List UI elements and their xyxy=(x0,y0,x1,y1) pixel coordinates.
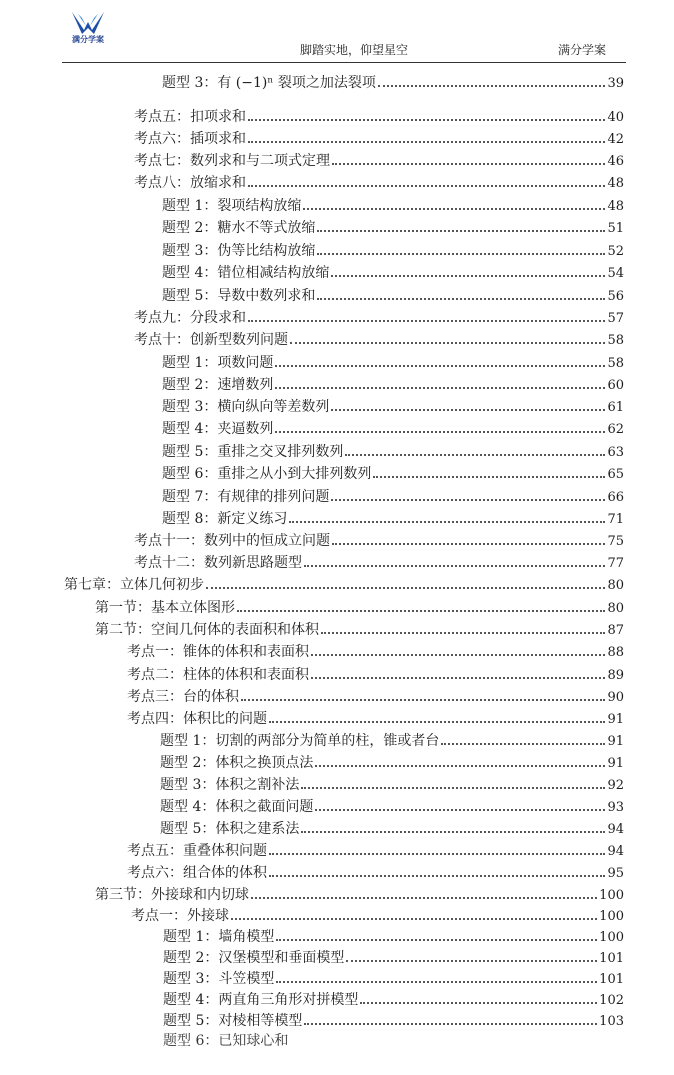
toc-entry-label: 题型 5：导数中数列求和 xyxy=(162,288,316,304)
header-motto: 脚踏实地，仰望星空 xyxy=(300,43,409,57)
toc-entry[interactable] xyxy=(134,129,624,149)
toc-leader xyxy=(315,753,605,767)
toc-leader xyxy=(373,464,605,478)
toc-entry[interactable] xyxy=(163,948,624,968)
toc-entry-label: 第二节：空间几何体的表面积和体积 xyxy=(95,622,319,638)
toc-entry[interactable] xyxy=(163,1011,624,1031)
toc-entry-page: 80 xyxy=(607,578,624,593)
toc-entry-label: 题型 7：有规律的排列问题 xyxy=(162,489,330,505)
toc-entry[interactable] xyxy=(163,969,624,989)
toc-entry-page: 77 xyxy=(607,556,624,571)
toc-entry-page: 48 xyxy=(607,199,624,214)
toc-leader xyxy=(248,107,605,121)
toc-entry[interactable] xyxy=(127,665,624,685)
toc-entry-page: 61 xyxy=(607,400,624,415)
toc-entry-label: 第七章：立体几何初步 xyxy=(64,577,204,593)
toc-entry-page: 100 xyxy=(599,888,624,903)
toc-entry-label: 题型 3：伪等比结构放缩 xyxy=(162,243,316,259)
toc-entry-page: 93 xyxy=(607,800,624,815)
toc-entry-label: 题型 4：错位相减结构放缩 xyxy=(162,265,330,281)
toc-entry-label: 考点一：外接球 xyxy=(131,908,229,924)
toc-entry[interactable] xyxy=(162,419,624,439)
toc-entry-label: 考点七：数列求和与二项式定理 xyxy=(134,153,330,169)
toc-leader xyxy=(248,129,605,143)
toc-entry-label: 考点十：创新型数列问题 xyxy=(134,332,288,348)
toc-entry-label: 题型 1：切割的两部分为简单的柱，锥或者台 xyxy=(160,733,440,749)
toc-entry-page: 80 xyxy=(607,601,624,616)
toc-entry-label: 题型 8：新定义练习 xyxy=(162,511,288,527)
toc-entry-page: 89 xyxy=(607,668,624,683)
toc-entry[interactable] xyxy=(95,885,624,905)
toc-entry-label: 题型 6：重排之从小到大排列数列 xyxy=(162,466,372,482)
toc-leader xyxy=(251,885,597,899)
toc-entry-label: 题型 5：对棱相等模型 xyxy=(163,1013,303,1029)
toc-entry-page: 63 xyxy=(607,445,624,460)
toc-entry-page: 52 xyxy=(607,244,624,259)
toc-entry-page: 75 xyxy=(607,534,624,549)
toc-entry-label: 考点三：台的体积 xyxy=(127,689,239,705)
toc-entry-label: 题型 3：体积之割补法 xyxy=(160,777,300,793)
toc-entry-label: 题型 1：项数问题 xyxy=(162,355,274,371)
toc-entry[interactable] xyxy=(134,553,624,573)
toc-entry[interactable] xyxy=(160,731,624,751)
toc-entry-page: 90 xyxy=(607,690,624,705)
toc-entry[interactable] xyxy=(162,487,624,507)
toc-leader xyxy=(231,906,597,920)
toc-entry-label: 考点五：扣项求和 xyxy=(134,109,246,125)
toc-entry[interactable] xyxy=(162,196,624,216)
toc-entry[interactable] xyxy=(134,151,624,171)
toc-leader xyxy=(317,218,605,232)
toc-entry-page: 56 xyxy=(607,289,624,304)
toc-entry[interactable] xyxy=(134,531,624,551)
toc-leader xyxy=(304,1011,597,1025)
toc-entry-label: 题型 3：有 (−1)ⁿ 裂项之加法裂项 xyxy=(162,75,376,91)
toc-entry[interactable] xyxy=(160,753,624,773)
toc-entry-label: 题型 2：体积之换顶点法 xyxy=(160,755,314,771)
toc-entry-label: 考点二：柱体的体积和表面积 xyxy=(127,667,309,683)
toc-entry[interactable] xyxy=(162,286,624,306)
toc-entry-page: 54 xyxy=(607,266,624,281)
toc-entry-label: 题型 1：裂项结构放缩 xyxy=(162,198,302,214)
toc-entry[interactable] xyxy=(162,375,624,395)
toc-entry[interactable] xyxy=(160,775,624,795)
toc-leader xyxy=(441,731,605,745)
toc-entry-page: 102 xyxy=(599,993,624,1008)
toc-entry-label: 第三节：外接球和内切球 xyxy=(95,887,249,903)
toc-entry[interactable] xyxy=(134,308,624,328)
toc-entry-label: 题型 3：斗笠模型 xyxy=(163,971,275,987)
toc-leader xyxy=(311,642,605,656)
toc-entry[interactable] xyxy=(162,442,624,462)
toc-entry-page: 40 xyxy=(607,110,624,125)
toc-leader xyxy=(276,927,597,941)
toc-leader xyxy=(275,353,605,367)
logo-text: 满分学案 xyxy=(72,35,104,44)
toc-entry-page: 60 xyxy=(607,378,624,393)
toc-entry[interactable] xyxy=(134,173,624,193)
toc-leader xyxy=(248,308,605,322)
toc-leader xyxy=(248,173,605,187)
toc-entry-page: 103 xyxy=(599,1014,624,1029)
toc-entry[interactable] xyxy=(160,797,624,817)
toc-entry-page: 91 xyxy=(607,712,624,727)
toc-leader xyxy=(317,286,605,300)
toc-entry-page: 42 xyxy=(607,132,624,147)
toc-entry-page: 71 xyxy=(607,512,624,527)
toc-entry-label: 题型 4：夹逼数列 xyxy=(162,421,274,437)
toc-entry-page: 51 xyxy=(607,221,624,236)
toc-entry-label: 考点十一：数列中的恒成立问题 xyxy=(134,533,330,549)
toc-entry[interactable] xyxy=(162,509,624,529)
toc-entry[interactable] xyxy=(131,906,624,926)
toc-entry[interactable] xyxy=(64,575,624,595)
toc-leader xyxy=(276,969,597,983)
toc-entry-label: 题型 4：体积之截面问题 xyxy=(160,799,314,815)
toc-entry[interactable] xyxy=(95,620,624,640)
toc-entry-label: 题型 6：已知球心和 xyxy=(163,1033,289,1049)
toc-leader xyxy=(331,487,605,501)
toc-entry[interactable] xyxy=(163,927,624,947)
toc-leader xyxy=(301,775,605,789)
toc-entry-page: 92 xyxy=(607,778,624,793)
toc-leader xyxy=(331,397,605,411)
toc-entry[interactable] xyxy=(162,464,624,484)
toc-entry[interactable] xyxy=(127,687,624,707)
toc-leader xyxy=(321,620,605,634)
toc-entry[interactable] xyxy=(163,1032,288,1050)
toc-entry[interactable] xyxy=(127,642,624,662)
toc-entry[interactable] xyxy=(163,990,624,1010)
toc-entry-label: 考点十二：数列新思路题型 xyxy=(134,555,302,571)
toc-entry-page: 46 xyxy=(607,154,624,169)
toc-leader xyxy=(345,442,605,456)
toc-entry[interactable] xyxy=(134,330,624,350)
toc-entry[interactable] xyxy=(134,107,624,127)
toc-entry-page: 88 xyxy=(607,645,624,660)
toc-leader xyxy=(331,263,605,277)
toc-entry-page: 39 xyxy=(607,76,624,91)
toc-entry-label: 题型 3：横向纵向等差数列 xyxy=(162,399,330,415)
toc-entry[interactable] xyxy=(162,397,624,417)
toc-entry-page: 100 xyxy=(599,930,624,945)
toc-entry-label: 题型 2：汉堡模型和垂面模型 xyxy=(163,950,345,966)
toc-leader xyxy=(290,330,605,344)
toc-entry-label: 题型 4：两直角三角形对拼模型 xyxy=(163,992,359,1008)
toc-entry-page: 101 xyxy=(599,951,624,966)
toc-entry-label: 考点一：锥体的体积和表面积 xyxy=(127,644,309,660)
toc-entry-page: 62 xyxy=(607,422,624,437)
toc-leader xyxy=(317,241,605,255)
toc-entry-label: 考点六：插项求和 xyxy=(134,131,246,147)
toc-entry-page: 66 xyxy=(607,490,624,505)
toc-leader xyxy=(311,665,605,679)
toc-leader xyxy=(289,509,605,523)
toc-leader xyxy=(275,375,605,389)
toc-entry-label: 题型 2：糖水不等式放缩 xyxy=(162,220,316,236)
toc-leader xyxy=(241,687,605,701)
toc-entry[interactable] xyxy=(162,73,624,93)
toc-leader xyxy=(269,863,605,877)
toc-entry-label: 题型 5：体积之建系法 xyxy=(160,821,300,837)
toc-entry[interactable] xyxy=(160,819,624,839)
toc-leader xyxy=(237,598,605,612)
header-brand: 满分学案 xyxy=(558,43,607,57)
toc-entry-label: 题型 2：速增数列 xyxy=(162,377,274,393)
toc-entry[interactable] xyxy=(162,218,624,238)
toc-entry-page: 100 xyxy=(599,909,624,924)
toc-leader xyxy=(269,709,605,723)
toc-leader xyxy=(275,419,605,433)
toc-leader xyxy=(206,575,605,589)
toc-leader xyxy=(269,841,605,855)
toc-leader xyxy=(332,151,605,165)
toc-entry-page: 48 xyxy=(607,176,624,191)
toc-entry-page: 65 xyxy=(607,467,624,482)
toc-entry[interactable] xyxy=(95,598,624,618)
toc-entry-label: 考点九：分段求和 xyxy=(134,310,246,326)
toc-entry[interactable] xyxy=(162,263,624,283)
toc-entry[interactable] xyxy=(127,841,624,861)
toc-entry-label: 考点四：体积比的问题 xyxy=(127,711,267,727)
toc-entry-label: 考点五：重叠体积问题 xyxy=(127,843,267,859)
toc-entry-page: 95 xyxy=(607,866,624,881)
toc-entry[interactable] xyxy=(162,241,624,261)
toc-entry-page: 91 xyxy=(607,756,624,771)
toc-entry-page: 58 xyxy=(607,333,624,348)
toc-entry-label: 考点八：放缩求和 xyxy=(134,175,246,191)
toc-leader xyxy=(301,819,605,833)
toc-entry[interactable] xyxy=(127,863,624,883)
toc-entry-page: 57 xyxy=(607,311,624,326)
toc-entry-page: 91 xyxy=(607,734,624,749)
toc-entry-page: 58 xyxy=(607,356,624,371)
header-divider xyxy=(62,62,626,63)
toc-entry-label: 题型 5：重排之交叉排列数列 xyxy=(162,444,344,460)
toc-entry-label: 第一节：基本立体图形 xyxy=(95,600,235,616)
toc-entry[interactable] xyxy=(162,353,624,373)
toc-entry-page: 101 xyxy=(599,972,624,987)
toc-entry-page: 87 xyxy=(607,623,624,638)
toc-leader xyxy=(346,948,597,962)
toc-entry[interactable] xyxy=(127,709,624,729)
toc-leader xyxy=(304,553,605,567)
toc-entry-label: 题型 1：墙角模型 xyxy=(163,929,275,945)
toc-leader xyxy=(378,73,606,87)
toc-entry-page: 94 xyxy=(607,844,624,859)
toc-leader xyxy=(315,797,605,811)
toc-leader xyxy=(360,990,597,1004)
toc-leader xyxy=(303,196,605,210)
toc-leader xyxy=(332,531,605,545)
toc-entry-page: 94 xyxy=(607,822,624,837)
toc-entry-label: 考点六：组合体的体积 xyxy=(127,865,267,881)
